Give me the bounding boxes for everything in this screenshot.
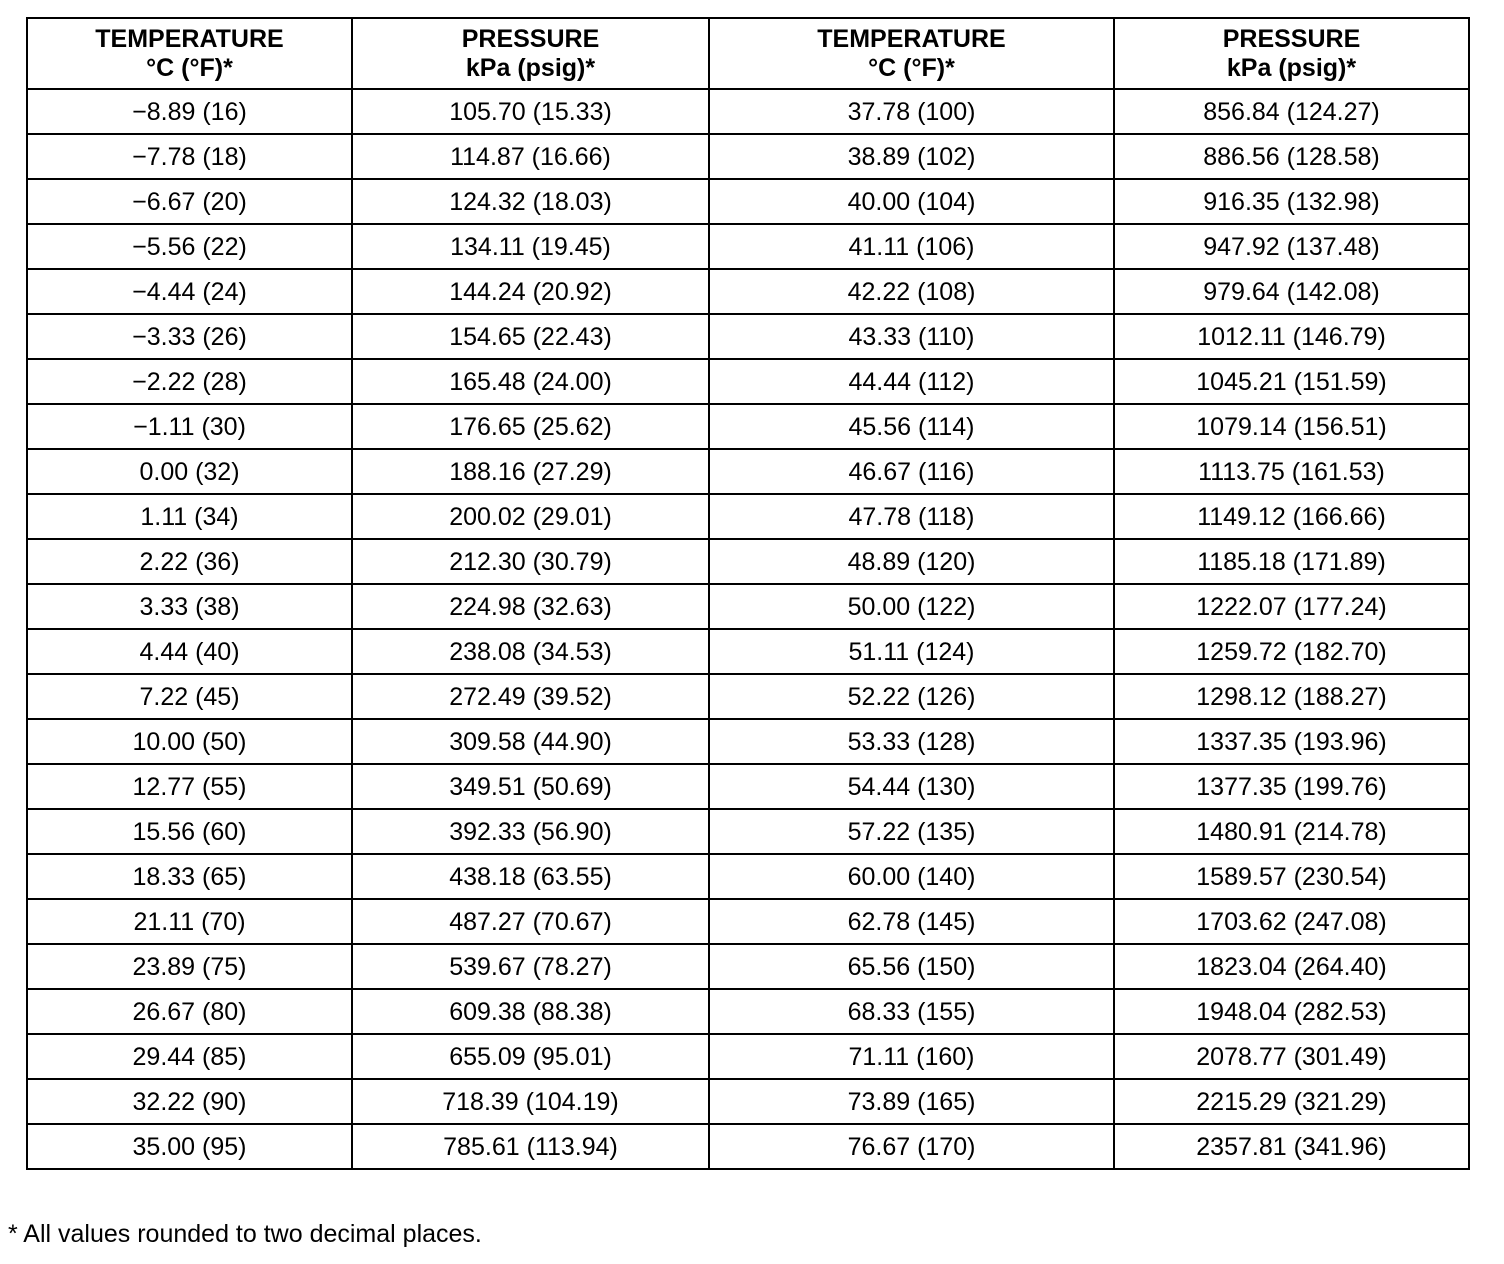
table-row: [27, 539, 1469, 584]
header-pressure-left: [352, 18, 709, 89]
table-row: [27, 359, 1469, 404]
header-unit: kPa (psig)*: [1226, 53, 1357, 82]
pressure-right-cell: 1480.91 (214.78): [1114, 809, 1469, 854]
pressure-left-cell: 124.32 (18.03): [352, 179, 709, 224]
temperature-left-cell: −5.56 (22): [27, 224, 352, 269]
header-temperature-left: [27, 18, 352, 89]
temperature-right-cell: 62.78 (145): [709, 899, 1114, 944]
temperature-left-cell: 2.22 (36): [27, 539, 352, 584]
table-header: [27, 18, 1469, 89]
pressure-left-cell: 349.51 (50.69): [352, 764, 709, 809]
pressure-left-cell: 176.65 (25.62): [352, 404, 709, 449]
temperature-right-cell: 51.11 (124): [709, 629, 1114, 674]
table-row: [27, 629, 1469, 674]
pressure-left-cell: 200.02 (29.01): [352, 494, 709, 539]
pressure-right-cell: 856.84 (124.27): [1114, 89, 1469, 134]
temperature-left-cell: 12.77 (55): [27, 764, 352, 809]
pressure-left-cell: 487.27 (70.67): [352, 899, 709, 944]
temperature-right-cell: 42.22 (108): [709, 269, 1114, 314]
temperature-right-cell: 71.11 (160): [709, 1034, 1114, 1079]
table-row: [27, 584, 1469, 629]
pressure-left-cell: 539.67 (78.27): [352, 944, 709, 989]
pressure-right-cell: 947.92 (137.48): [1114, 224, 1469, 269]
pressure-left-cell: 272.49 (39.52): [352, 674, 709, 719]
table-row: [27, 179, 1469, 224]
table-row: [27, 854, 1469, 899]
header-row: [27, 18, 1469, 89]
footnote: * All values rounded to two decimal places.: [8, 1220, 482, 1248]
table-row: [27, 1034, 1469, 1079]
header-temperature-right: [709, 18, 1114, 89]
temperature-left-cell: 10.00 (50): [27, 719, 352, 764]
header-title: PRESSURE: [1222, 24, 1361, 53]
pressure-right-cell: 1113.75 (161.53): [1114, 449, 1469, 494]
pressure-left-cell: 785.61 (113.94): [352, 1124, 709, 1169]
table-row: [27, 404, 1469, 449]
pressure-left-cell: 655.09 (95.01): [352, 1034, 709, 1079]
table-row: [27, 224, 1469, 269]
table-row: [27, 269, 1469, 314]
temperature-left-cell: 15.56 (60): [27, 809, 352, 854]
temperature-right-cell: 68.33 (155): [709, 989, 1114, 1034]
temperature-left-cell: 21.11 (70): [27, 899, 352, 944]
temperature-left-cell: −6.67 (20): [27, 179, 352, 224]
table-row: [27, 944, 1469, 989]
pressure-left-cell: 188.16 (27.29): [352, 449, 709, 494]
temperature-right-cell: 76.67 (170): [709, 1124, 1114, 1169]
pressure-right-cell: 1045.21 (151.59): [1114, 359, 1469, 404]
temperature-right-cell: 41.11 (106): [709, 224, 1114, 269]
pressure-right-cell: 1298.12 (188.27): [1114, 674, 1469, 719]
pressure-right-cell: 1185.18 (171.89): [1114, 539, 1469, 584]
temperature-right-cell: 57.22 (135): [709, 809, 1114, 854]
table-row: [27, 764, 1469, 809]
temperature-left-cell: 32.22 (90): [27, 1079, 352, 1124]
table-row: [27, 809, 1469, 854]
table-row: [27, 989, 1469, 1034]
pressure-temperature-table: [26, 17, 1470, 1170]
pressure-left-cell: 309.58 (44.90): [352, 719, 709, 764]
pressure-left-cell: 212.30 (30.79): [352, 539, 709, 584]
pressure-left-cell: 718.39 (104.19): [352, 1079, 709, 1124]
pressure-right-cell: 1377.35 (199.76): [1114, 764, 1469, 809]
pressure-right-cell: 2078.77 (301.49): [1114, 1034, 1469, 1079]
table-row: [27, 719, 1469, 764]
temperature-left-cell: 26.67 (80): [27, 989, 352, 1034]
pressure-right-cell: 1222.07 (177.24): [1114, 584, 1469, 629]
header-title: TEMPERATURE: [95, 24, 284, 53]
temperature-right-cell: 43.33 (110): [709, 314, 1114, 359]
pressure-right-cell: 1012.11 (146.79): [1114, 314, 1469, 359]
table-body: [27, 89, 1469, 1169]
temperature-right-cell: 48.89 (120): [709, 539, 1114, 584]
pressure-left-cell: 224.98 (32.63): [352, 584, 709, 629]
header-unit: °C (°F)*: [868, 53, 955, 82]
table-row: [27, 314, 1469, 359]
temperature-left-cell: 4.44 (40): [27, 629, 352, 674]
temperature-right-cell: 44.44 (112): [709, 359, 1114, 404]
temperature-left-cell: 23.89 (75): [27, 944, 352, 989]
pressure-right-cell: 2215.29 (321.29): [1114, 1079, 1469, 1124]
pressure-right-cell: 1948.04 (282.53): [1114, 989, 1469, 1034]
temperature-left-cell: −1.11 (30): [27, 404, 352, 449]
temperature-right-cell: 50.00 (122): [709, 584, 1114, 629]
table-row: [27, 134, 1469, 179]
header-title: PRESSURE: [461, 24, 600, 53]
temperature-left-cell: 1.11 (34): [27, 494, 352, 539]
pressure-right-cell: 979.64 (142.08): [1114, 269, 1469, 314]
pressure-right-cell: 1823.04 (264.40): [1114, 944, 1469, 989]
pressure-right-cell: 1079.14 (156.51): [1114, 404, 1469, 449]
pressure-right-cell: 916.35 (132.98): [1114, 179, 1469, 224]
temperature-left-cell: −2.22 (28): [27, 359, 352, 404]
temperature-right-cell: 47.78 (118): [709, 494, 1114, 539]
temperature-right-cell: 38.89 (102): [709, 134, 1114, 179]
temperature-right-cell: 60.00 (140): [709, 854, 1114, 899]
header-unit: kPa (psig)*: [465, 53, 596, 82]
pressure-left-cell: 114.87 (16.66): [352, 134, 709, 179]
header-pressure-right: [1114, 18, 1469, 89]
table-row: [27, 494, 1469, 539]
pressure-left-cell: 154.65 (22.43): [352, 314, 709, 359]
pressure-left-cell: 105.70 (15.33): [352, 89, 709, 134]
table-row: [27, 1079, 1469, 1124]
pressure-left-cell: 134.11 (19.45): [352, 224, 709, 269]
temperature-left-cell: −8.89 (16): [27, 89, 352, 134]
temperature-left-cell: 35.00 (95): [27, 1124, 352, 1169]
temperature-right-cell: 54.44 (130): [709, 764, 1114, 809]
temperature-left-cell: −4.44 (24): [27, 269, 352, 314]
pressure-right-cell: 1703.62 (247.08): [1114, 899, 1469, 944]
pressure-left-cell: 392.33 (56.90): [352, 809, 709, 854]
temperature-left-cell: 3.33 (38): [27, 584, 352, 629]
temperature-left-cell: 7.22 (45): [27, 674, 352, 719]
temperature-right-cell: 40.00 (104): [709, 179, 1114, 224]
table-row: [27, 1124, 1469, 1169]
temperature-left-cell: −7.78 (18): [27, 134, 352, 179]
table-row: [27, 899, 1469, 944]
temperature-right-cell: 45.56 (114): [709, 404, 1114, 449]
table-row: [27, 449, 1469, 494]
temperature-left-cell: 0.00 (32): [27, 449, 352, 494]
pressure-right-cell: 1589.57 (230.54): [1114, 854, 1469, 899]
temperature-left-cell: 29.44 (85): [27, 1034, 352, 1079]
table-row: [27, 674, 1469, 719]
temperature-right-cell: 53.33 (128): [709, 719, 1114, 764]
pressure-right-cell: 886.56 (128.58): [1114, 134, 1469, 179]
table-row: [27, 89, 1469, 134]
temperature-left-cell: 18.33 (65): [27, 854, 352, 899]
pressure-left-cell: 609.38 (88.38): [352, 989, 709, 1034]
pressure-right-cell: 1149.12 (166.66): [1114, 494, 1469, 539]
header-unit: °C (°F)*: [146, 53, 233, 82]
pressure-left-cell: 238.08 (34.53): [352, 629, 709, 674]
pressure-right-cell: 1337.35 (193.96): [1114, 719, 1469, 764]
pressure-left-cell: 165.48 (24.00): [352, 359, 709, 404]
pressure-left-cell: 144.24 (20.92): [352, 269, 709, 314]
temperature-right-cell: 65.56 (150): [709, 944, 1114, 989]
pressure-right-cell: 1259.72 (182.70): [1114, 629, 1469, 674]
temperature-right-cell: 46.67 (116): [709, 449, 1114, 494]
temperature-right-cell: 37.78 (100): [709, 89, 1114, 134]
temperature-right-cell: 52.22 (126): [709, 674, 1114, 719]
temperature-right-cell: 73.89 (165): [709, 1079, 1114, 1124]
header-title: TEMPERATURE: [817, 24, 1006, 53]
temperature-left-cell: −3.33 (26): [27, 314, 352, 359]
pressure-left-cell: 438.18 (63.55): [352, 854, 709, 899]
pressure-right-cell: 2357.81 (341.96): [1114, 1124, 1469, 1169]
